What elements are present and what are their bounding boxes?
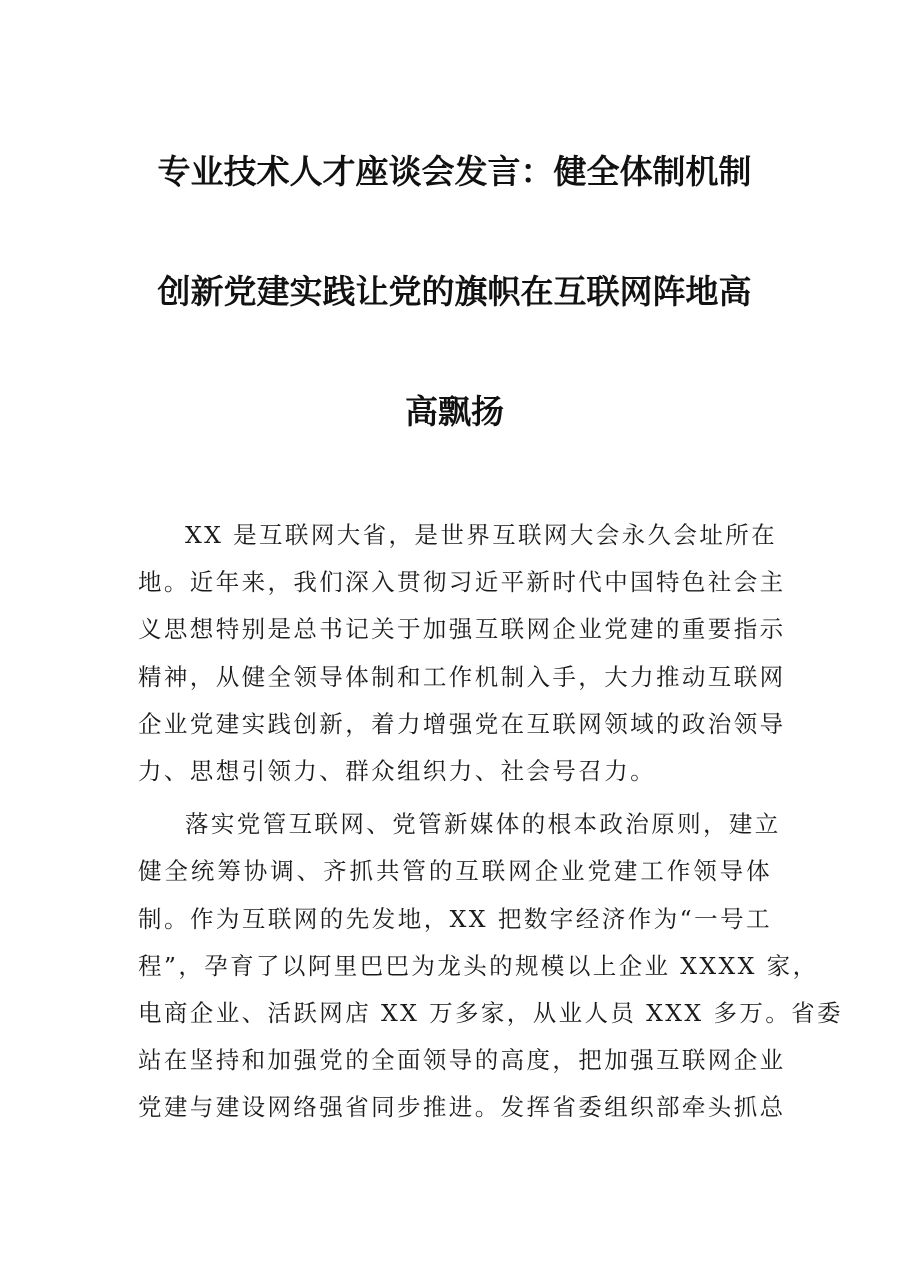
paragraph-line: XX 是互联网大省，是世界互联网大会永久会址所在 [185, 521, 778, 549]
paragraph-2 [138, 801, 843, 1131]
paragraph-line: 精神，从健全领导体制和工作机制入手，大力推动互联网 [138, 662, 786, 691]
title-line-2: 创新党建实践让党的旗帜在互联网阵地高 [157, 272, 752, 311]
paragraph-1 [138, 512, 786, 795]
document-body [138, 512, 843, 1137]
paragraph-line: 落实党管互联网、党管新媒体的根本政治原则，建立 [185, 810, 781, 839]
title-line-1: 专业技术人才座谈会发言：健全体制机制 [157, 152, 752, 191]
document-title [100, 140, 809, 500]
paragraph-line: 企业党建实践创新，着力增强党在互联网领域的政治领导 [138, 709, 786, 738]
paragraph-line: 站在坚持和加强党的全面领导的高度，把加强互联网企业 [138, 1046, 786, 1075]
title-line-3: 高飘扬 [405, 392, 504, 431]
paragraph-line: 程”，孕育了以阿里巴巴为龙头的规模以上企业 XXXX 家， [138, 951, 819, 980]
paragraph-line: 力、思想引领力、群众组织力、社会号召力。 [138, 756, 656, 785]
paragraph-line: 地。近年来，我们深入贯彻习近平新时代中国特色社会主 [138, 568, 786, 597]
paragraph-line: 党建与建设网络强省同步推进。发挥省委组织部牵头抓总 [138, 1093, 786, 1122]
paragraph-line: 义思想特别是总书记关于加强互联网企业党建的重要指示 [138, 615, 786, 644]
paragraph-line: 健全统筹协调、齐抓共管的互联网企业党建工作领导体 [138, 857, 772, 886]
paragraph-line: 制。作为互联网的先发地，XX 把数字经济作为“一号工 [138, 904, 772, 933]
paragraph-line: 电商企业、活跃网店 XX 万多家，从业人员 XXX 多万。省委 [138, 998, 843, 1027]
